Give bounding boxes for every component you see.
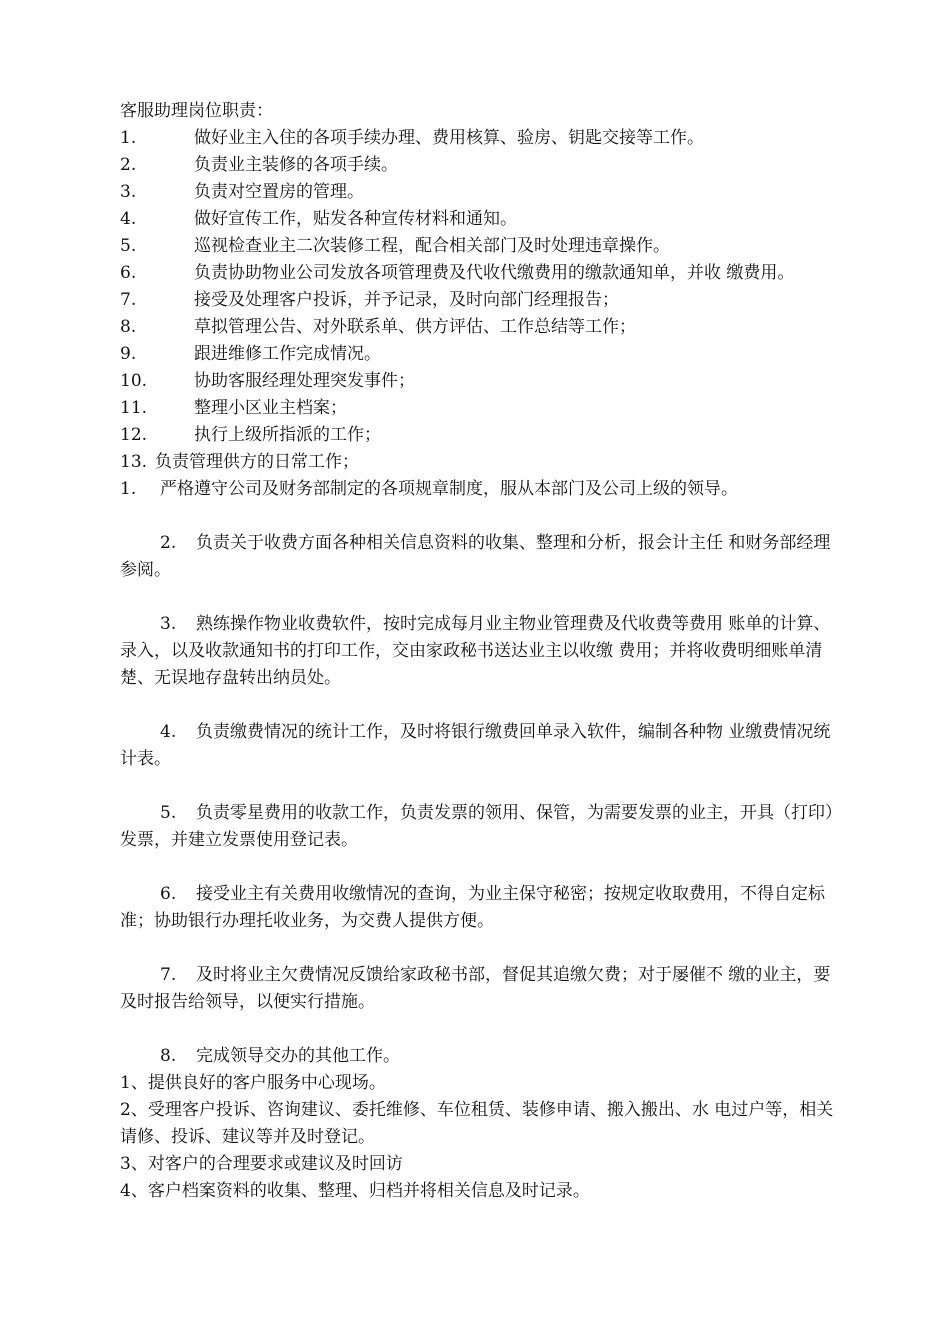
duty-text: 执行上级所指派的工作； — [194, 425, 381, 445]
finance-number: 3. — [160, 614, 177, 634]
duty-text: 巡视检查业主二次装修工程，配合相关部门及时处理违章操作。 — [194, 236, 670, 256]
finance-number: 6. — [160, 884, 177, 904]
finance-number: 1. — [120, 479, 137, 499]
duty-text: 草拟管理公告、对外联系单、供方评估、工作总结等工作； — [194, 317, 636, 337]
finance-text: 及时将业主欠费情况反馈给家政秘书部，督促其追缴欠费；对于屡催不 缴的业主，要及时报告给领导，以便实行措施。 — [120, 965, 831, 1012]
duty-item — [120, 368, 835, 395]
duty-item — [120, 449, 835, 476]
duty-number: 9. — [120, 344, 137, 364]
duty-text: 负责管理供方的日常工作； — [155, 452, 360, 472]
duty-item — [120, 314, 835, 341]
duty-item — [120, 152, 835, 179]
finance-number: 4. — [160, 722, 177, 742]
duty-item — [120, 341, 835, 368]
duty-item — [120, 287, 835, 314]
duty-number: 6. — [120, 263, 137, 283]
finance-number: 2. — [160, 533, 177, 553]
duty-text: 做好业主入住的各项手续办理、费用核算、验房、钥匙交接等工作。 — [194, 128, 704, 148]
duty-item — [120, 260, 835, 287]
duty-item — [120, 233, 835, 260]
finance-number: 8. — [160, 1046, 177, 1066]
duty-number: 5. — [120, 236, 137, 256]
duty-item — [120, 179, 835, 206]
document-page — [120, 98, 835, 1205]
duty-text: 整理小区业主档案； — [194, 398, 347, 418]
finance-text: 负责零星费用的收款工作，负责发票的领用、保管，为需要发票的业主，开具（打印）发票，并建立发票使用登记表。 — [120, 803, 834, 850]
finance-item — [120, 611, 835, 692]
service-item: 4、客户档案资料的收集、整理、归档并将相关信息及时记录。 — [120, 1181, 590, 1201]
duty-number: 1. — [120, 128, 137, 148]
duty-list — [120, 125, 835, 476]
duty-number: 2. — [120, 155, 137, 175]
service-item: 1、提供良好的客户服务中心现场。 — [120, 1073, 386, 1093]
finance-text: 负责关于收费方面各种相关信息资料的收集、整理和分析，报会计主任 和财务部经理参阅。 — [120, 533, 831, 580]
finance-item — [120, 962, 835, 1016]
duty-number: 11. — [120, 398, 148, 418]
duty-number: 10. — [120, 371, 148, 391]
finance-item — [120, 800, 835, 854]
duty-number: 8. — [120, 317, 137, 337]
finance-item — [120, 530, 835, 584]
finance-list — [120, 476, 835, 1070]
duty-number: 13. — [120, 452, 148, 472]
duty-item — [120, 206, 835, 233]
finance-number: 7. — [160, 965, 177, 985]
finance-item — [120, 719, 835, 773]
duty-text: 接受及处理客户投诉，并予记录，及时向部门经理报告； — [194, 290, 619, 310]
duty-text: 跟进维修工作完成情况。 — [194, 344, 381, 364]
duty-text: 做好宣传工作，贴发各种宣传材料和通知。 — [194, 209, 517, 229]
finance-text: 熟练操作物业收费软件，按时完成每月业主物业管理费及代收费等费用 账单的计算、录入，以及收款通知书的打印工作，交由家政秘书送达业主以收缴 费用；并将收费明细账单清楚、无误地存盘转出纳员处。 — [120, 614, 831, 688]
document-title: 客服助理岗位职责： — [120, 101, 273, 121]
duty-item — [120, 422, 835, 449]
finance-text: 接受业主有关费用收缴情况的查询，为业主保守秘密；按规定收取费用，不得自定标准；协助银行办理托收业务，为交费人提供方便。 — [120, 884, 825, 931]
duty-text: 负责协助物业公司发放各项管理费及代收代缴费用的缴款通知单，并收 缴费用。 — [194, 263, 795, 283]
finance-item — [120, 1043, 835, 1070]
finance-text: 完成领导交办的其他工作。 — [196, 1046, 400, 1066]
duty-number: 3. — [120, 182, 137, 202]
finance-item — [120, 476, 835, 503]
duty-text: 负责对空置房的管理。 — [194, 182, 364, 202]
duty-number: 12. — [120, 425, 148, 445]
service-list — [120, 1070, 835, 1205]
duty-text: 协助客服经理处理突发事件； — [194, 371, 415, 391]
finance-item — [120, 881, 835, 935]
duty-item — [120, 125, 835, 152]
finance-number: 5. — [160, 803, 177, 823]
duty-number: 4. — [120, 209, 137, 229]
duty-text: 负责业主装修的各项手续。 — [194, 155, 398, 175]
duty-item — [120, 395, 835, 422]
service-item: 3、对客户的合理要求或建议及时回访 — [120, 1154, 403, 1174]
duty-number: 7. — [120, 290, 137, 310]
finance-text: 严格遵守公司及财务部制定的各项规章制度，服从本部门及公司上级的领导。 — [160, 479, 738, 499]
service-item: 2、受理客户投诉、咨询建议、委托维修、车位租赁、装修申请、搬入搬出、水 电过户等，相关请修、投诉、建议等并及时登记。 — [120, 1100, 834, 1147]
finance-text: 负责缴费情况的统计工作，及时将银行缴费回单录入软件，编制各种物 业缴费情况统计表。 — [120, 722, 831, 769]
